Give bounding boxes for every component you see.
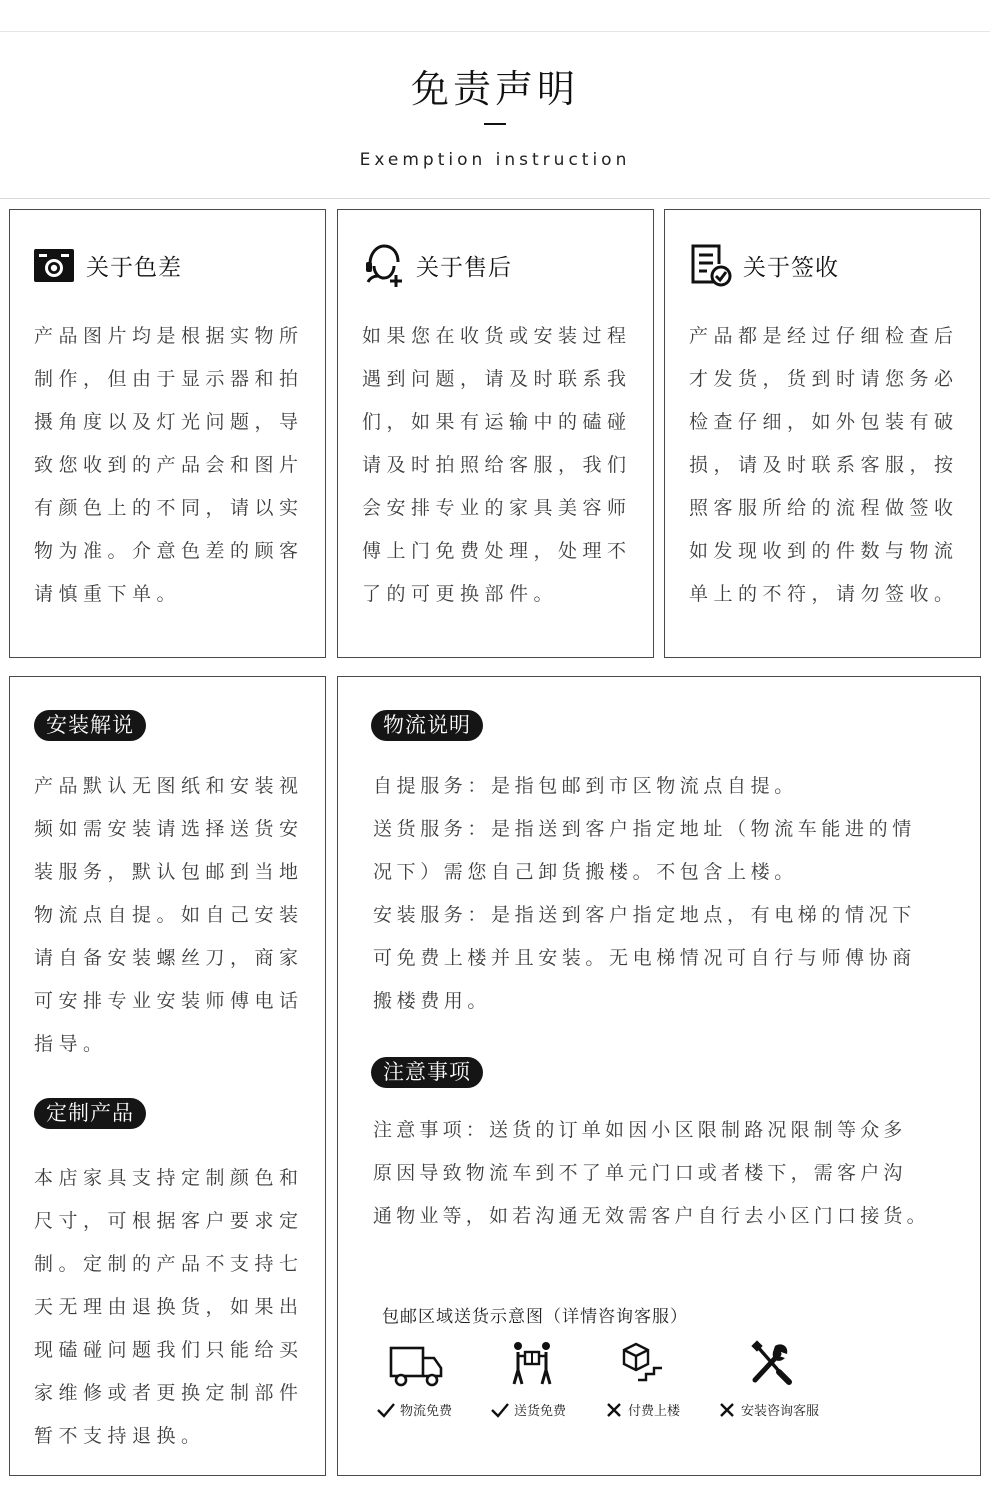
- notice-section-pill: 注意事项: [371, 1057, 483, 1088]
- cross-icon: [604, 1402, 624, 1418]
- custom-text: 本店家具支持定制颜色和 尺寸，可根据客户要求定 制。定制的产品不支持七 天无理由退换货，如果出 现磕碰问题我们只能给买 家维修或者更换定制部件 暂不支持退换。: [34, 1167, 304, 1447]
- card-title: 关于签收: [743, 254, 839, 281]
- card-header: [687, 242, 839, 288]
- customer-service-icon: [360, 242, 406, 288]
- top-divider: [0, 31, 990, 32]
- tools-icon: [749, 1340, 793, 1390]
- camera-icon: [32, 245, 76, 285]
- logistics-text: 自提服务：是指包邮到市区物流点自提。 送货服务：是指送到客户指定地址（物流车能进的情 况下）需您自己卸货搬楼。不包含上楼。 安装服务：是指送到客户指定地点，有电梯的情况下 可免费上楼并且安装。无电梯情况可自行与师傅协商 搬楼费用。: [373, 775, 916, 1012]
- title-dash: [484, 123, 506, 125]
- truck-icon: [388, 1340, 446, 1392]
- header-divider: [0, 198, 990, 199]
- card-text: 产品都是经过仔细检查后 才发货，货到时请您务必 检查仔细，如外包装有破 损，请及时联系客服，按 照客服所给的流程做签收 如发现收到的件数与物流 单上的不符，请勿签收。: [689, 325, 959, 605]
- card-color-difference: [9, 209, 326, 658]
- card-title: 关于售后: [416, 254, 512, 281]
- service-label: 送货免费: [490, 1400, 566, 1419]
- delivery-person-icon: [510, 1340, 554, 1390]
- install-text: 产品默认无图纸和安装视 频如需安装请选择送货安 装服务，默认包邮到当地 物流点自提。如自己安装 请自备安装螺丝刀，商家 可安排专业安装师傅电话 指导。: [34, 775, 304, 1055]
- notice-text: 注意事项：送货的订单如因小区限制路况限制等众多 原因导致物流车到不了单元门口或者楼下，需客户沟 通物业等，如若沟通无效需客户自行去小区门口接货。: [373, 1119, 930, 1227]
- card-installation-custom: [9, 676, 326, 1476]
- stairs-box-icon: [620, 1340, 664, 1390]
- card-text: 产品图片均是根据实物所 制作，但由于显示器和拍 摄角度以及灯光问题，导 致您收到的产品会和图片 有颜色上的不同，请以实 物为准。介意色差的顾客 请慎重下单。: [34, 325, 304, 605]
- card-header: [360, 242, 512, 288]
- card-receipt: [664, 209, 981, 658]
- delivery-area-title: 包邮区域送货示意图（详情咨询客服）: [382, 1307, 688, 1327]
- card-header: [32, 242, 182, 288]
- card-title: 关于色差: [86, 254, 182, 281]
- service-label: 付费上楼: [604, 1400, 680, 1419]
- card-text: 如果您在收货或安装过程 遇到问题，请及时联系我 们，如果有运输中的磕碰 请及时拍照给客服，我们 会安排专业的家具美容师 傅上门免费处理，处理不 了的可更换部件。: [362, 325, 632, 605]
- install-section-pill: 安装解说: [34, 710, 146, 741]
- check-icon: [490, 1402, 510, 1418]
- page-subtitle: Exemption instruction: [359, 150, 631, 170]
- check-icon: [376, 1402, 396, 1418]
- service-label: 安装咨询客服: [717, 1400, 819, 1419]
- service-label: 物流免费: [376, 1400, 452, 1419]
- cross-icon: [717, 1402, 737, 1418]
- logistics-section-pill: 物流说明: [371, 710, 483, 741]
- card-after-sales: [337, 209, 654, 658]
- page-title: 免责声明: [410, 67, 579, 111]
- document-check-icon: [687, 242, 733, 288]
- custom-section-pill: 定制产品: [34, 1098, 146, 1129]
